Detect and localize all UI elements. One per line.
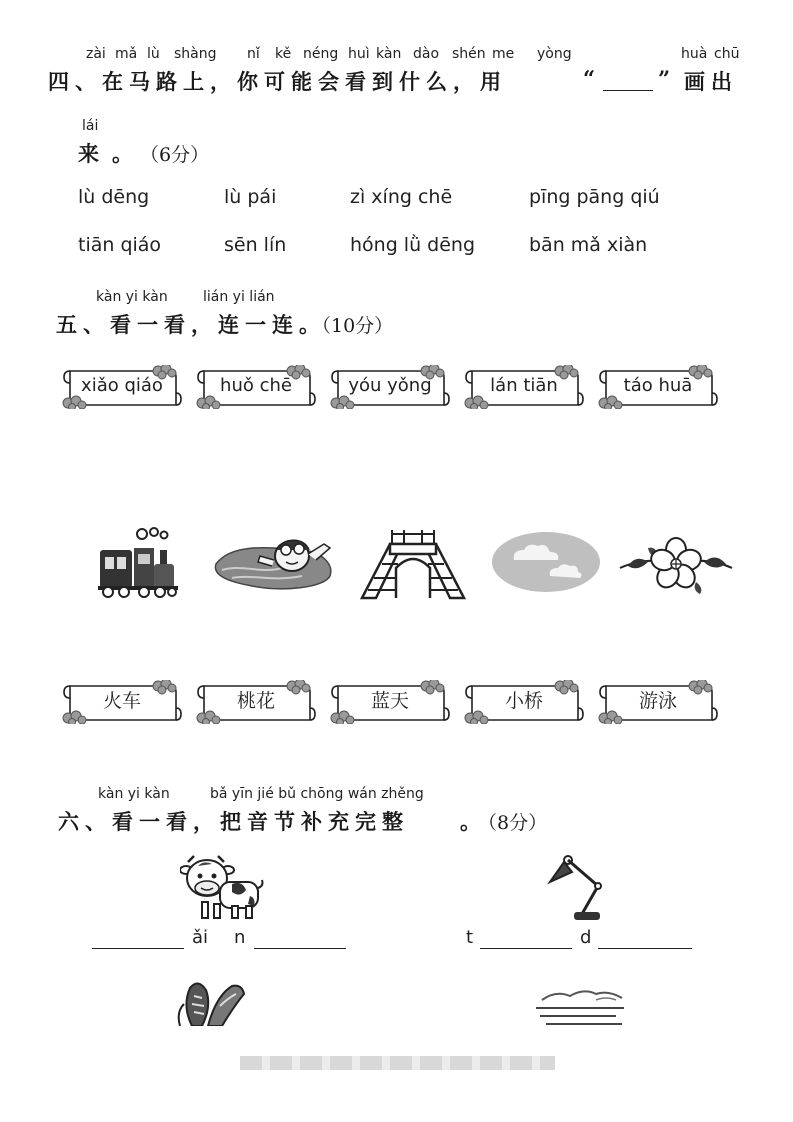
card-label: 游泳 (638, 690, 677, 712)
card-label: 小桥 (504, 690, 543, 712)
pinyin-dao: dào (413, 46, 440, 62)
q5-pinyin-kan-yi-kan: kàn yi kàn (96, 289, 168, 305)
pinyin-hua: huà (681, 46, 708, 62)
pinyin-shang: shàng (174, 46, 217, 62)
cow-syllable-n: n (234, 927, 246, 948)
q4-quote-open: “ (583, 66, 596, 91)
card-label: yóu yǒng (348, 375, 432, 396)
swimmer-icon[interactable] (212, 530, 336, 596)
card-top-you-yong[interactable] (330, 365, 450, 409)
q4-points: （6分） (140, 144, 210, 166)
card-bottom-xiao-qiao[interactable] (464, 680, 584, 724)
cow-syllable-ai: ǎi (192, 927, 209, 948)
card-top-huo-che[interactable] (196, 365, 316, 409)
option-tian-qiao[interactable]: tiān qiáo (78, 234, 162, 256)
q6-pinyin-kan-yi-kan: kàn yi kàn (98, 786, 170, 802)
q5-pinyin-lian-yi-lian: lián yi lián (203, 289, 275, 305)
landscape-icon (536, 986, 626, 1030)
lamp-syllable-d: d (580, 927, 592, 948)
q4-underline-sample (603, 90, 653, 91)
q6-points: （8分） (478, 812, 548, 834)
peach-blossom-icon[interactable] (618, 528, 734, 602)
lamp-syllable-t: t (466, 927, 474, 948)
pinyin-shen: shén (452, 46, 486, 62)
card-top-lan-tian[interactable] (464, 365, 584, 409)
card-bottom-you-yong[interactable] (598, 680, 718, 724)
card-label: 火车 (102, 690, 141, 712)
pinyin-lai: lái (82, 118, 99, 134)
option-zi-xing-che[interactable]: zì xíng chē (350, 186, 453, 208)
card-top-tao-hua[interactable] (598, 365, 718, 409)
option-hong-lv-deng[interactable]: hóng lǜ dēng (350, 234, 476, 256)
pinyin-yong: yòng (537, 46, 572, 62)
q6-question-text: 六、看一看，把音节补充完整 (58, 809, 409, 834)
option-ping-pang-qiu[interactable]: pīng pāng qiú (529, 186, 660, 208)
q4-question-text: 四、在马路上，你可能会看到什么，用 (48, 69, 507, 94)
cow-blank-1[interactable] (92, 948, 184, 949)
q5-points: （10分） (312, 315, 394, 337)
pinyin-hui: huì (348, 46, 370, 62)
pinyin-lu: lù (147, 46, 160, 62)
pinyin-ni: nǐ (247, 46, 260, 62)
card-label: táo huā (623, 375, 693, 396)
option-ban-ma-xian[interactable]: bān mǎ xiàn (529, 234, 648, 256)
pinyin-ma: mǎ (115, 46, 138, 62)
card-label: xiǎo qiáo (81, 375, 163, 396)
card-label: 桃花 (236, 690, 275, 712)
q6-pinyin-instruction: bǎ yīn jié bǔ chōng wán zhěng (210, 786, 424, 802)
bridge-icon[interactable] (360, 524, 466, 604)
desk-lamp-icon (544, 852, 610, 928)
card-label: 蓝天 (370, 690, 409, 712)
corn-plant-icon (172, 976, 248, 1030)
q4-question-text-end: 画出 (684, 69, 738, 94)
cloud-sky-icon[interactable] (490, 530, 602, 598)
card-top-xiao-qiao[interactable] (62, 365, 182, 409)
card-bottom-tao-hua[interactable] (196, 680, 316, 724)
footer-watermark-bar (240, 1056, 555, 1070)
card-bottom-lan-tian[interactable] (330, 680, 450, 724)
pinyin-neng: néng (303, 46, 339, 62)
cow-icon (180, 852, 264, 926)
q4-line2: 来 (78, 141, 99, 166)
pinyin-zai: zài (86, 46, 106, 62)
q6-period: 。 (460, 809, 481, 834)
pinyin-me: me (492, 46, 515, 62)
q5-question-text: 五、看一看，连一连。 (56, 312, 326, 337)
cow-blank-2[interactable] (254, 948, 346, 949)
pinyin-kan: kàn (376, 46, 402, 62)
lamp-blank-1[interactable] (480, 948, 572, 949)
option-lu-pai[interactable]: lù pái (224, 186, 277, 208)
lamp-blank-2[interactable] (598, 948, 692, 949)
pinyin-ke: kě (275, 46, 292, 62)
pinyin-chu: chū (714, 46, 740, 62)
train-icon[interactable] (98, 526, 180, 602)
card-bottom-huo-che[interactable] (62, 680, 182, 724)
card-label: huǒ chē (220, 375, 292, 396)
option-sen-lin[interactable]: sēn lín (224, 234, 287, 256)
q4-quote-close: ” (658, 66, 671, 91)
card-label: lán tiān (490, 375, 558, 396)
option-lu-deng[interactable]: lù dēng (78, 186, 150, 208)
q4-period: 。 (112, 141, 133, 166)
